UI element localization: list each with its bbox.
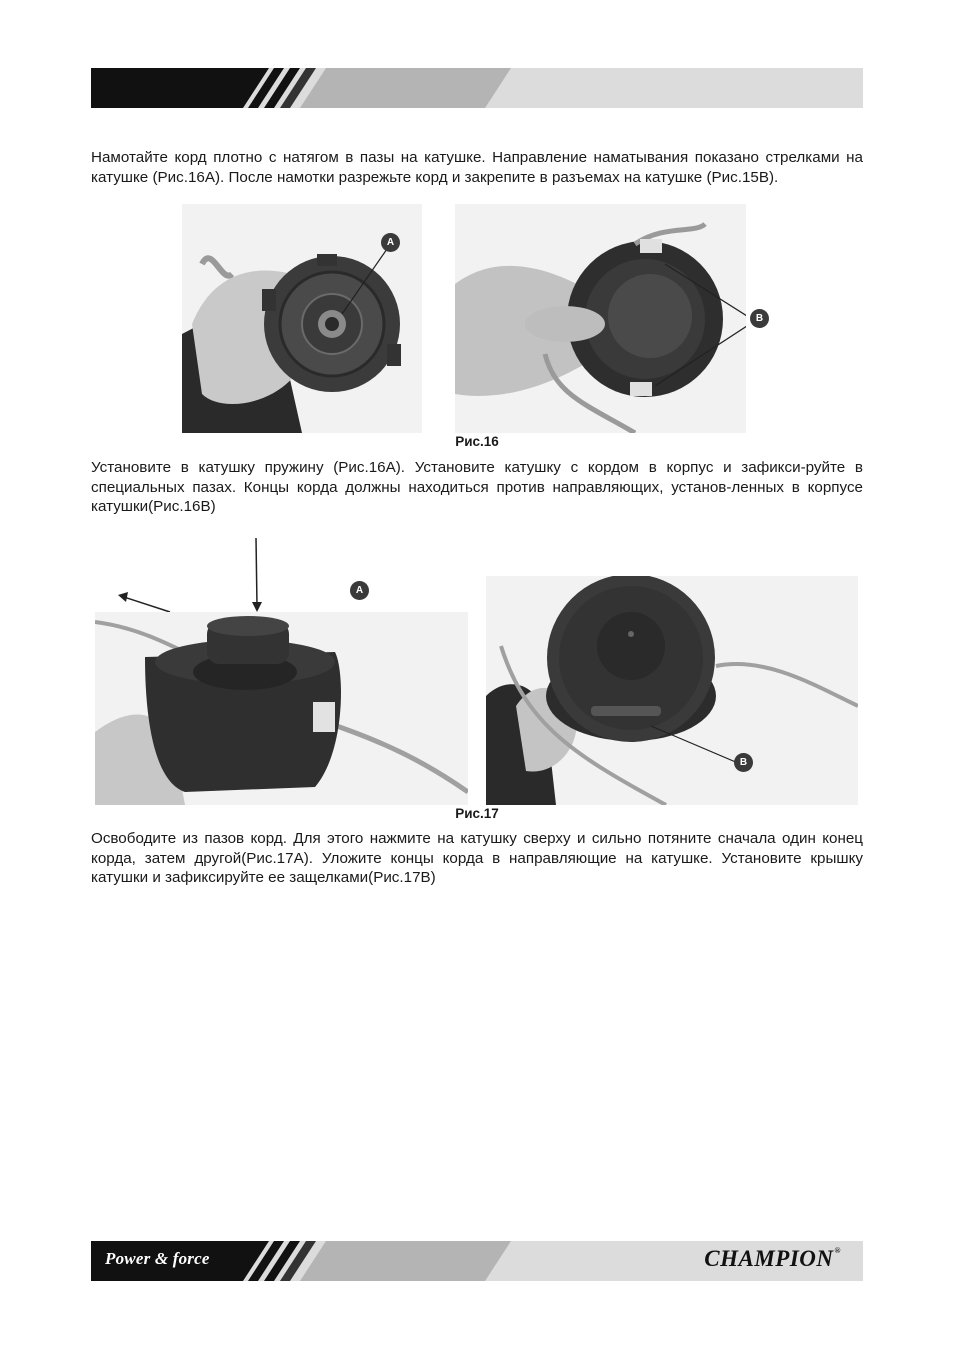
header-band-graphic [91, 68, 863, 108]
header-band [91, 68, 863, 108]
figure-17b-photo [486, 576, 858, 805]
figure-16b-photo [455, 204, 746, 433]
figure-16-caption: Рис.16 [455, 434, 499, 449]
instruction-paragraph-1: Намотайте корд плотно с натягом в пазы на катушке. Направление наматывания показано стрелками на катушке (Рис.16А). После намотки разрежьте корд и закрепите в разъемах на катушке (Рис.15В). [91, 149, 863, 186]
champion-logo-text: CHAMPION [704, 1246, 834, 1271]
instruction-paragraph-2: Установите в катушку пружину (Рис.16А). Установите катушку с кордом в корпус и зафикси-руйте в специальных пазах. Концы корда должны находиться против направляющих, установ-ленных в корпусе катушки(Рис.16В) [91, 459, 863, 515]
marker-b-fig16: B [750, 309, 769, 328]
footer-slogan: Power & force [105, 1249, 210, 1268]
registered-mark: ® [834, 1246, 841, 1255]
marker-a-fig16: A [381, 233, 400, 252]
marker-b-fig17: B [734, 753, 753, 772]
footer-band [91, 1241, 863, 1281]
marker-a-fig17: A [350, 581, 369, 600]
instruction-paragraph-3: Освободите из пазов корд. Для этого нажмите на катушку сверху и сильно потяните сначала один конец корда, затем другой(Рис.17А). Уложите концы корда в направляющие на катушке. Установите крышку катушки и зафиксируйте ее защелками(Рис.17В) [91, 830, 863, 886]
figure-17a-photo [95, 612, 468, 805]
figure-17-caption: Рис.17 [455, 806, 499, 821]
champion-logo [704, 1246, 841, 1272]
